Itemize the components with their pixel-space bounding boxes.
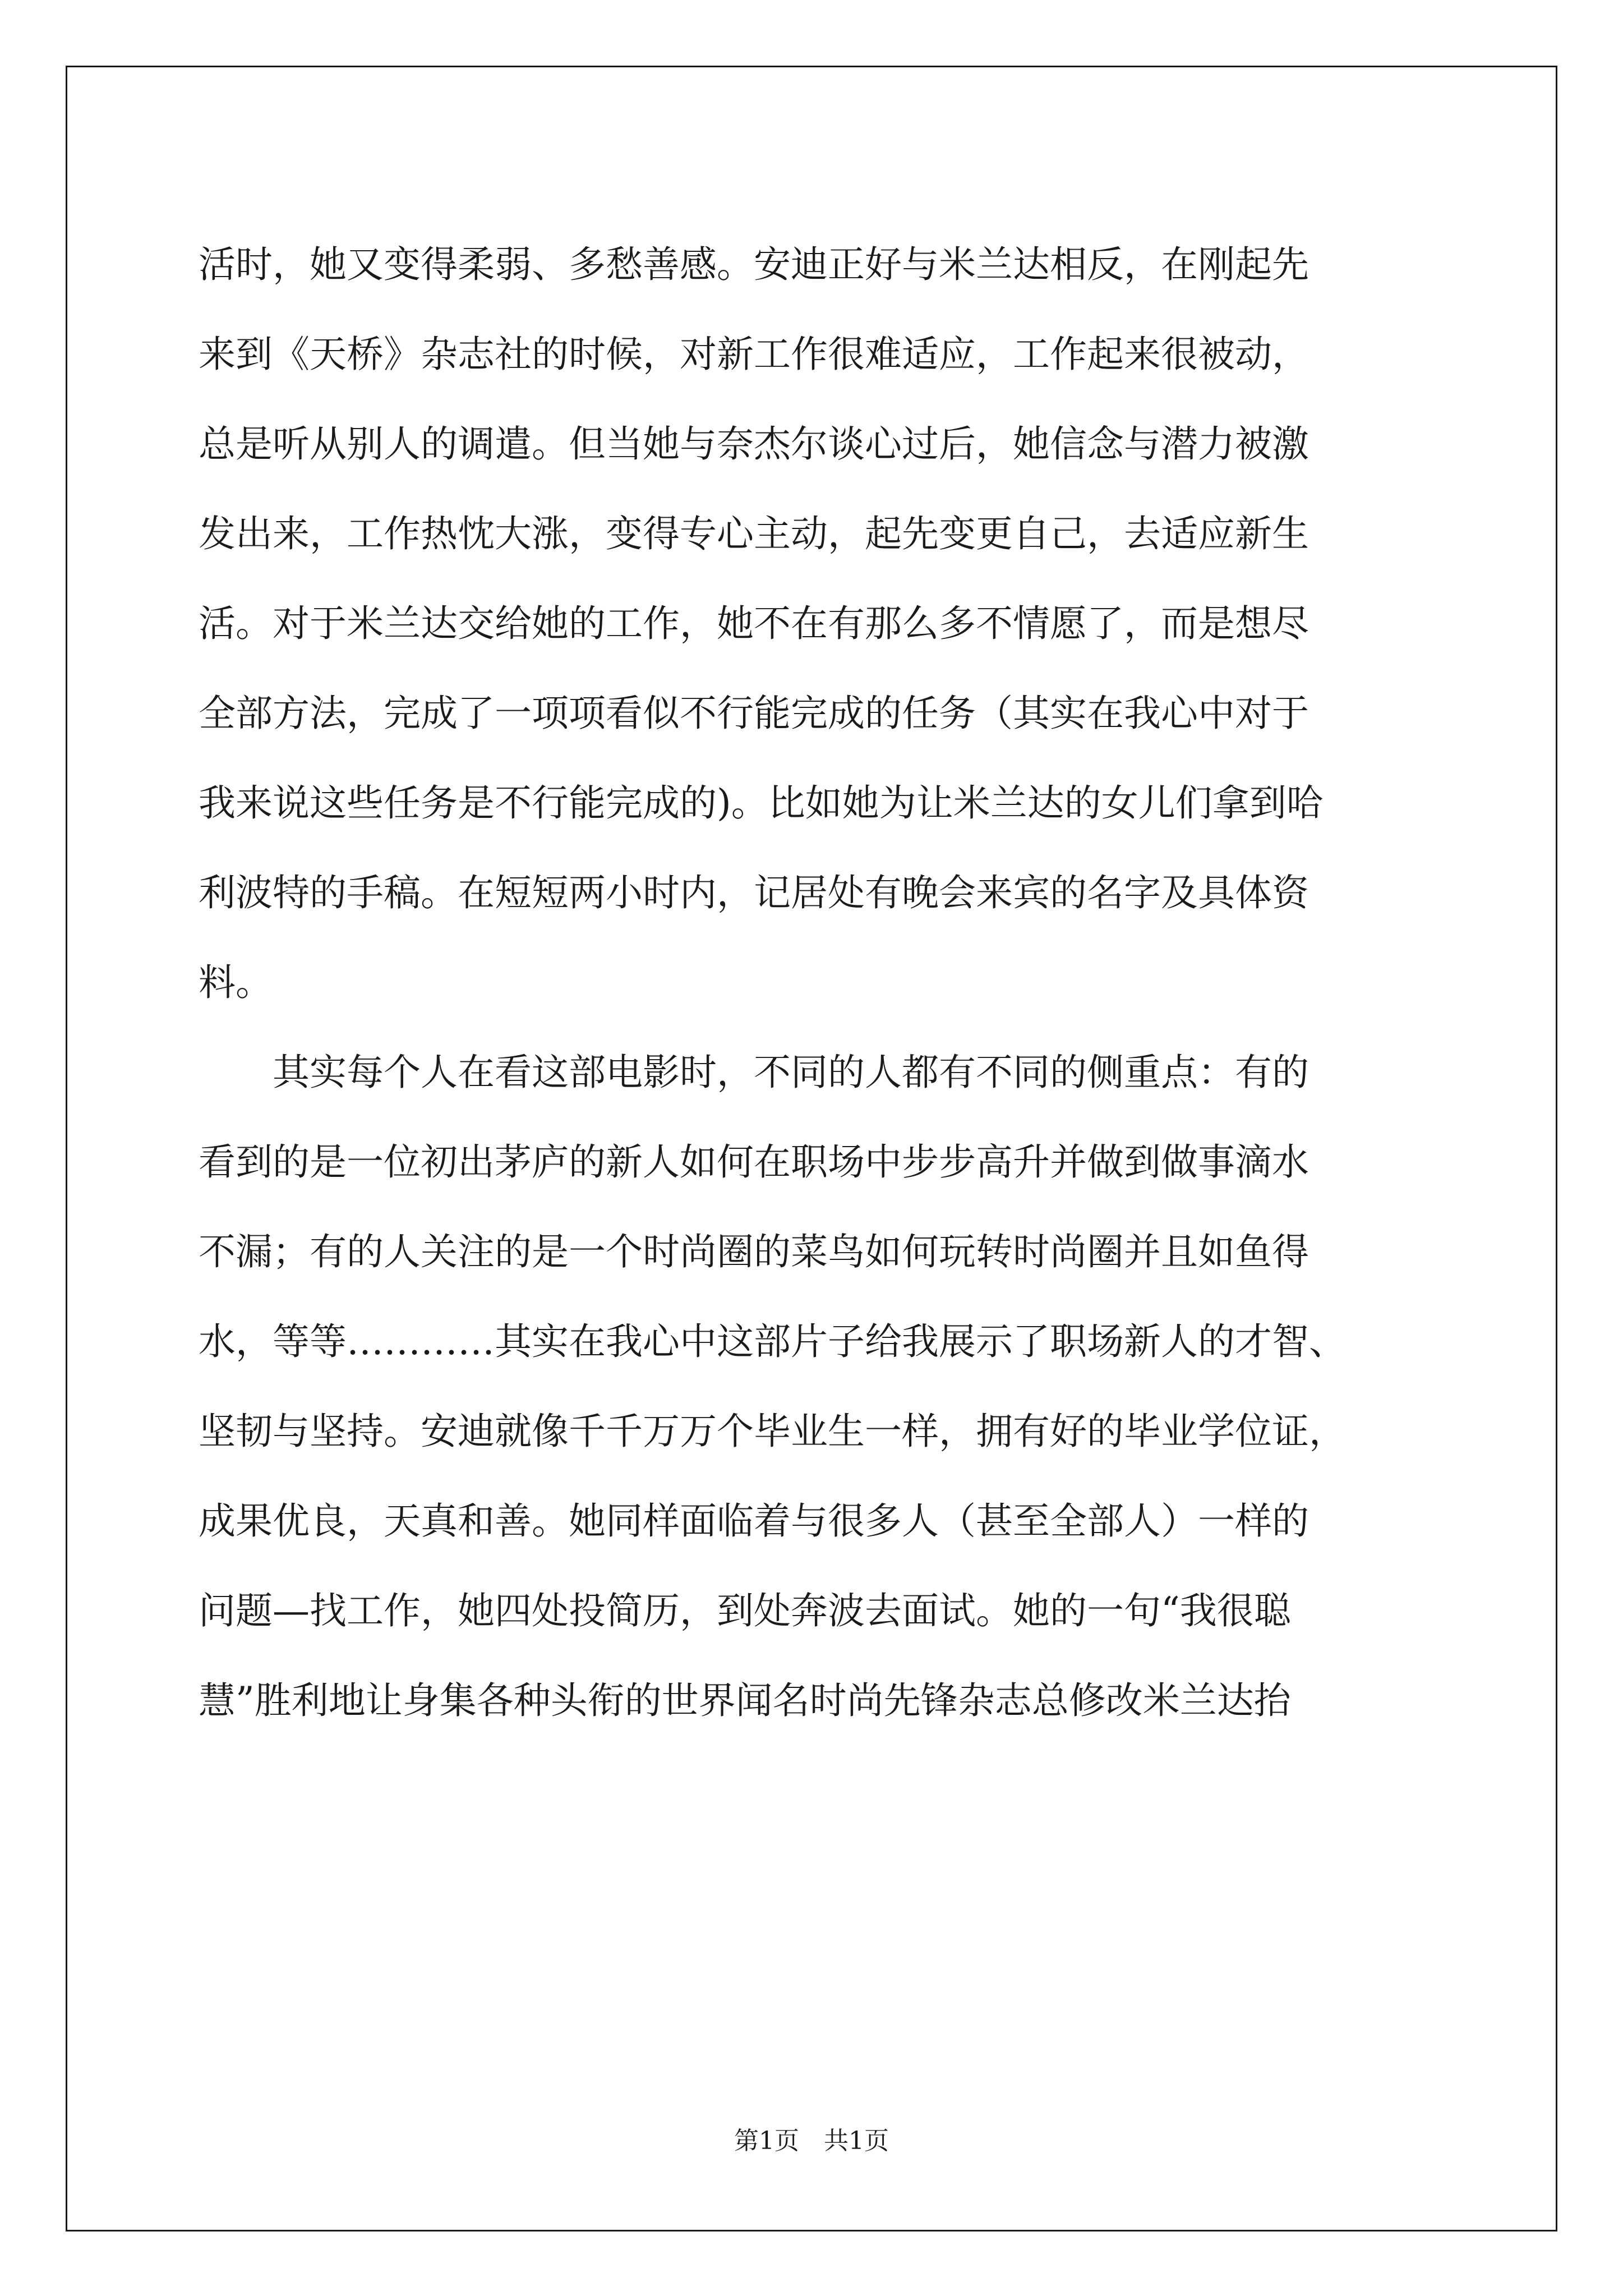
text-line: 看到的是一位初出茅庐的新人如何在职场中步步高升并做到做事滴水 — [199, 1140, 1309, 1184]
text-line: 总是听从别人的调遣。但当她与奈杰尔谈心过后，她信念与潜力被激 — [199, 422, 1309, 466]
text-line: 不漏；有的人关注的是一个时尚圈的菜鸟如何玩转时尚圈并且如鱼得 — [199, 1230, 1309, 1273]
text-line: 慧”胜利地让身集各种头衔的世界闻名时尚先锋杂志总修改米兰达抬 — [199, 1679, 1291, 1722]
text-line: 成果优良，天真和善。她同样面临着与很多人（甚至全部人）一样的 — [199, 1499, 1309, 1543]
text-line: 来到《天桥》杂志社的时候，对新工作很难适应，工作起来很被动， — [199, 333, 1309, 376]
text-line: 水，等等…………其实在我心中这部片子给我展示了职场新人的才智、 — [199, 1320, 1346, 1363]
text-line: 活。对于米兰达交给她的工作，她不在有那么多不情愿了，而是想尽 — [199, 602, 1309, 645]
text-line: 发出来，工作热忱大涨，变得专心主动，起先变更自己，去适应新生 — [199, 512, 1309, 555]
text-line: 问题—找工作，她四处投简历，到处奔波去面试。她的一句“我很聪 — [199, 1589, 1291, 1632]
text-line: 我来说这些任务是不行能完成的)。比如她为让米兰达的女儿们拿到哈 — [199, 781, 1324, 825]
page-number: 第1页 共1页 — [734, 2127, 889, 2155]
text-line: 其实每个人在看这部电影时，不同的人都有不同的侧重点：有的 — [199, 1051, 1309, 1094]
text-line: 利波特的手稿。在短短两小时内，记居处有晚会来宾的名字及具体资 — [199, 871, 1309, 914]
text-line: 活时，她又变得柔弱、多愁善感。安迪正好与米兰达相反，在刚起先 — [199, 243, 1309, 286]
text-line: 料。 — [199, 961, 273, 1004]
text-line: 坚韧与坚持。安迪就像千千万万个毕业生一样，拥有好的毕业学位证， — [199, 1410, 1346, 1453]
document-body — [199, 220, 1477, 1746]
text-line: 全部方法，完成了一项项看似不行能完成的任务（其实在我心中对于 — [199, 692, 1309, 735]
